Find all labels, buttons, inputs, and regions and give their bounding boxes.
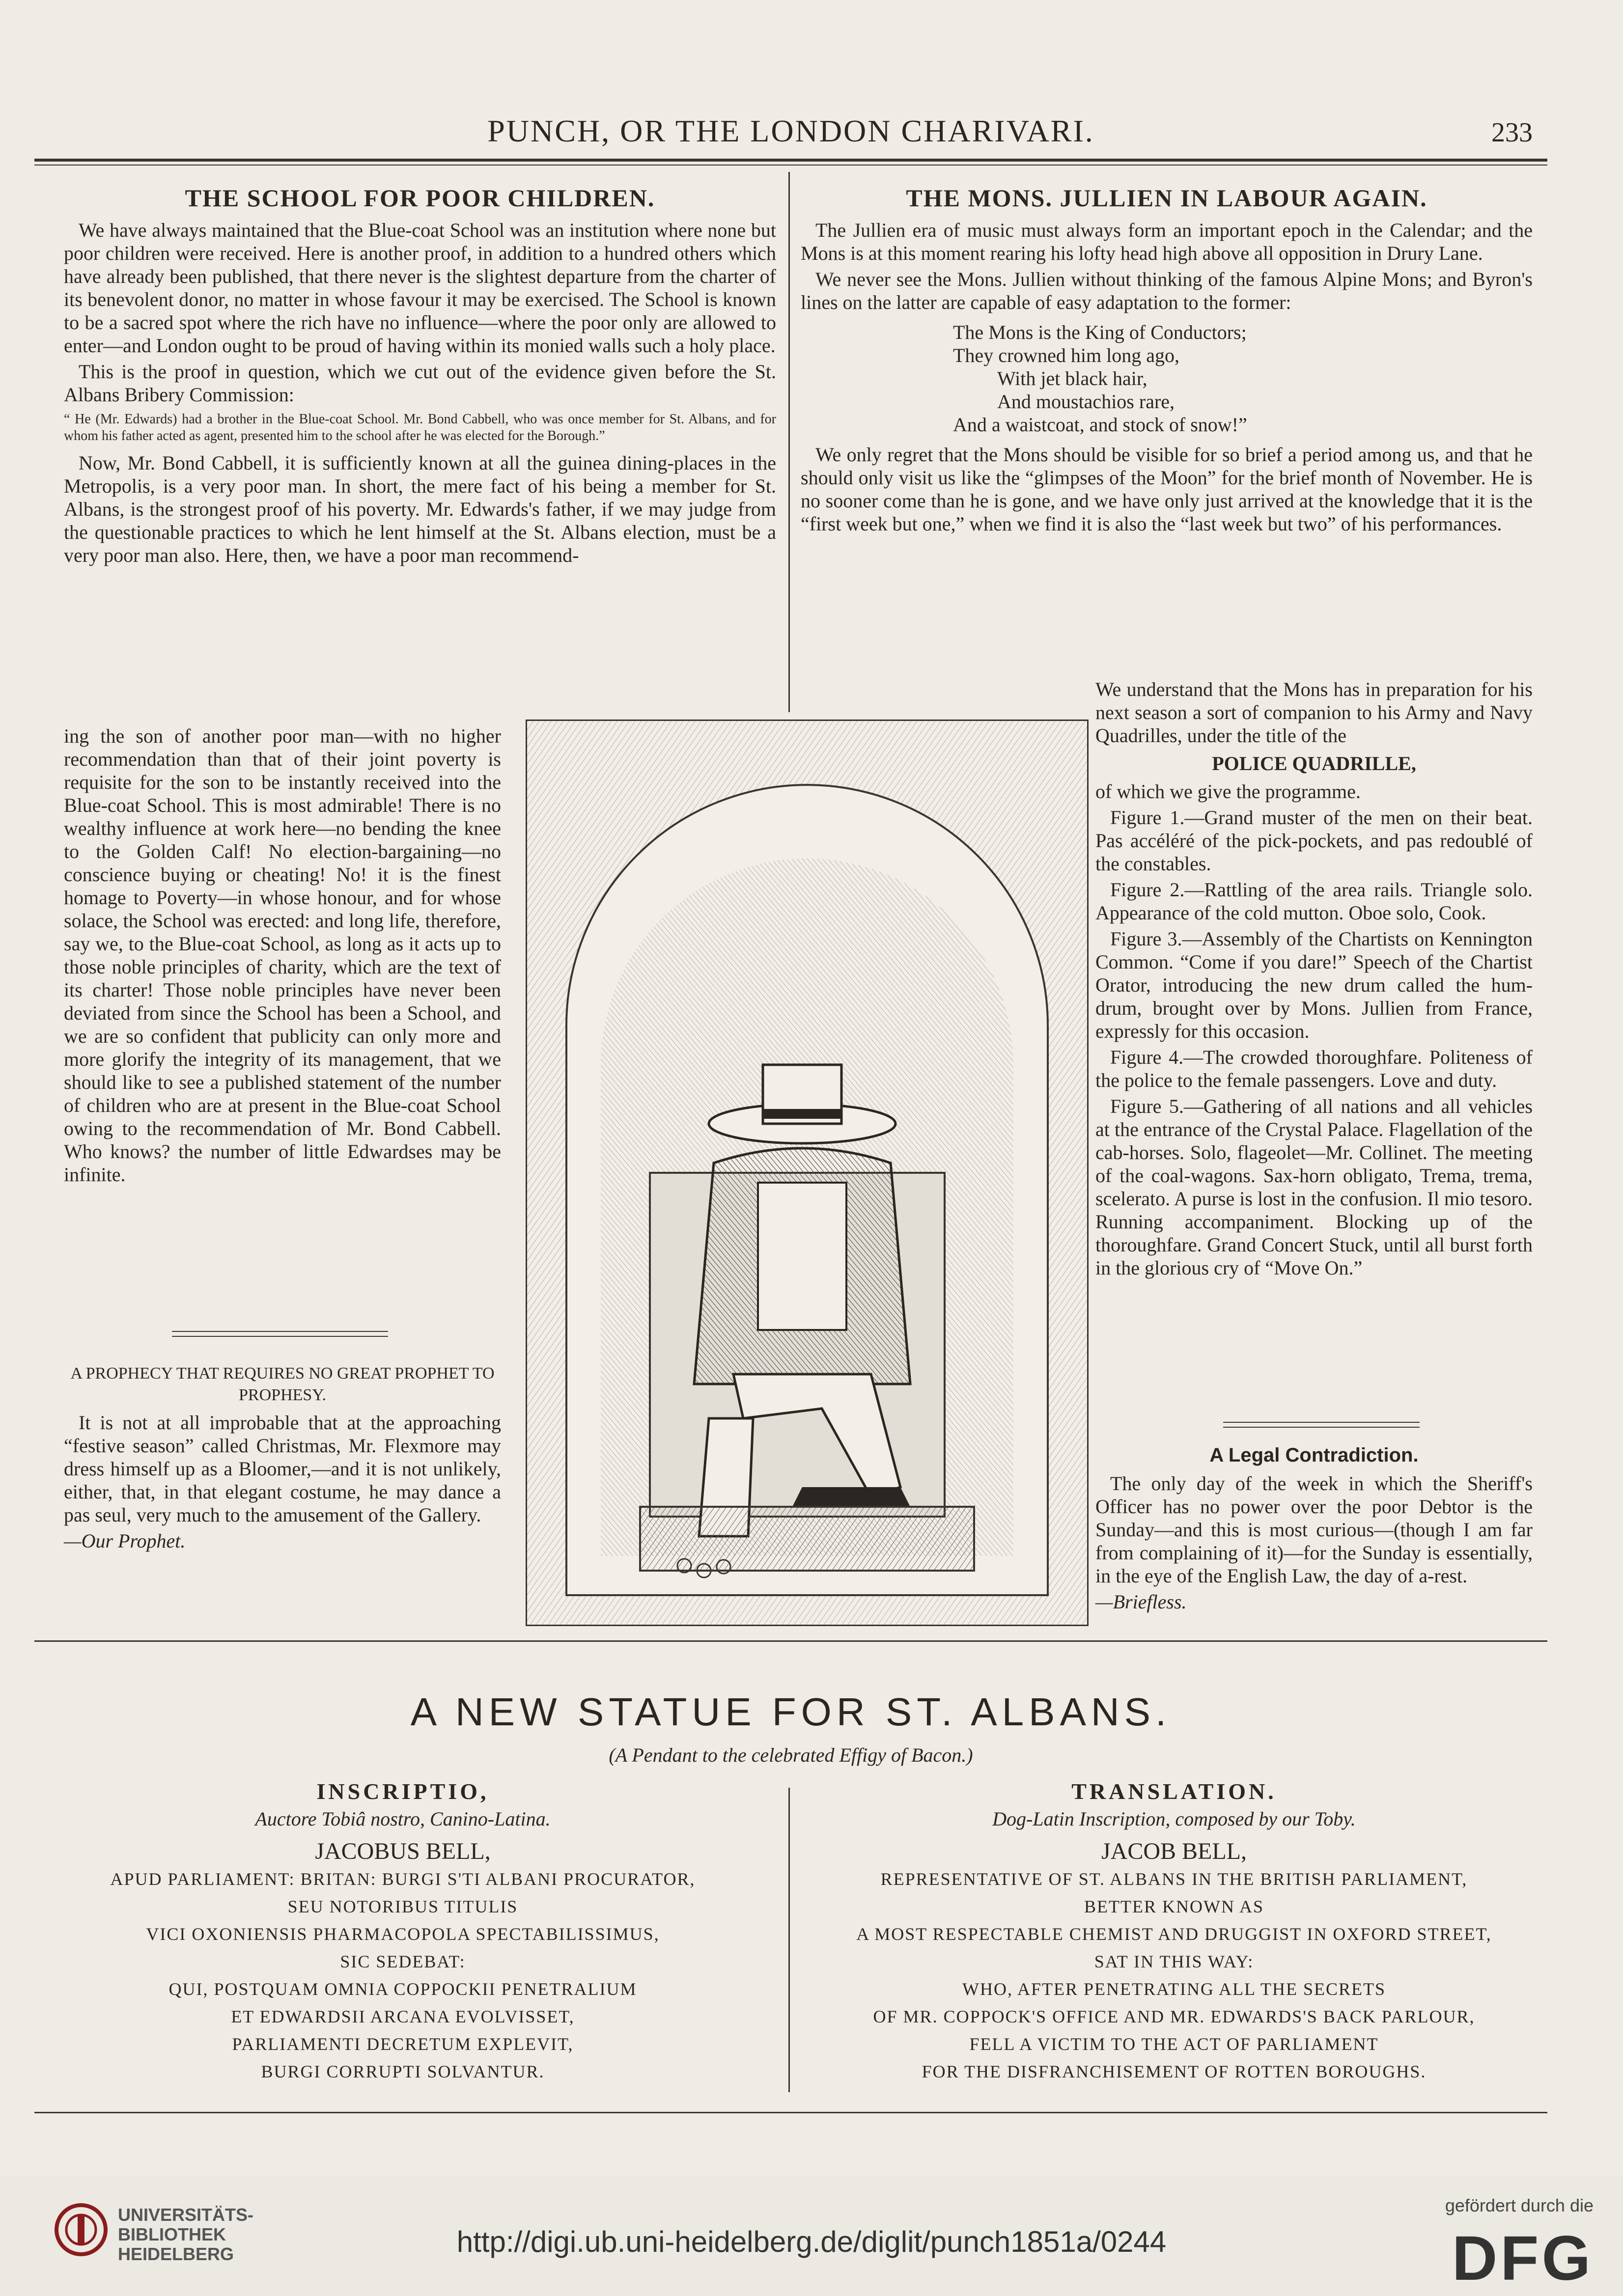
- figure-item: Figure 3.—Assembly of the Chartists on Kennington Common. “Come if you dare!” Speech of the Chartist Orator, introducing the new drum called the hum-drum, brought over by Mons. Jullien from France, expressly for this occasion.: [1095, 928, 1533, 1042]
- poem-line: They crowned him long ago,: [953, 344, 1179, 366]
- poem-line: And moustachios rare,: [997, 390, 1175, 413]
- inscription-line: VICI OXONIENSIS PHARMACOPOLA SPECTABILISSIMUS,: [146, 1924, 660, 1944]
- quoted-evidence: “ He (Mr. Edwards) had a brother in the Blue-coat School. Mr. Bond Cabbell, who was once member for St. Albans, and for whom his father acted as agent, presented him to the school after he was elected for the Borough.”: [64, 412, 776, 443]
- column-divider: [788, 172, 790, 712]
- article-heading: A Legal Contradiction.: [1209, 1444, 1419, 1466]
- funded-by-label: gefördert durch die: [1445, 2195, 1594, 2215]
- inscription-name: JACOB BELL,: [1101, 1838, 1247, 1864]
- newspaper-page: [34, 69, 1547, 2131]
- section-rule: [1223, 1427, 1420, 1428]
- inscription-line: PARLIAMENTI DECRETUM EXPLEVIT,: [232, 2034, 574, 2054]
- paragraph: We have always maintained that the Blue-coat School was an institution where none but poor children were received. Here is another proof, in addition to a hundred others which have already been published, that there never is the slightest departure from the charter of its benevolent donor, no matter in whose favour it may be exercised. The School is known to be a sacred spot where the rich have no influence—where the poor only are allowed to enter—and London ought to be proud of having within its monied walls such a holy place.: [64, 219, 776, 357]
- column-divider: [788, 1788, 790, 2092]
- article-heading: A PROPHECY THAT REQUIRES NO GREAT PROPHET TO PROPHESY.: [70, 1364, 495, 1404]
- inscription-line: FELL A VICTIM TO THE ACT OF PARLIAMENT: [969, 2034, 1379, 2054]
- latin-inscription: [34, 1778, 771, 2085]
- inscription-line: ET EDWARDSII ARCANA EVOLVISSET,: [231, 2007, 575, 2026]
- institution-line: UNIVERSITÄTS-: [118, 2205, 254, 2225]
- page-number: 233: [1491, 117, 1533, 148]
- article-heading: THE SCHOOL FOR POOR CHILDREN.: [185, 184, 655, 212]
- page-header: [34, 113, 1547, 157]
- english-translation: [806, 1778, 1542, 2085]
- inscription-byline: Auctore Tobiâ nostro, Canino-Latina.: [255, 1808, 551, 1830]
- figure-item: Figure 4.—The crowded thoroughfare. Politeness of the police to the female passengers. Love and duty.: [1095, 1046, 1533, 1091]
- institution-line: BIBLIOTHEK: [118, 2224, 226, 2244]
- paragraph: This is the proof in question, which we cut out of the evidence given before the St. Albans Bribery Commission:: [64, 360, 776, 406]
- section-rule: [172, 1331, 388, 1332]
- article-school-continued: [64, 724, 501, 1189]
- institution-line: HEIDELBERG: [118, 2244, 234, 2264]
- figure-item: Figure 5.—Gathering of all nations and all vehicles at the entrance of the Crystal Palace. Flagellation of the cab-horses. Solo, flageolet—Mr. Collinet. The meeting of the coal-wagons. Sax-horn obligato, Trema, trema, scelerato. A purse is lost in the confusion. Il mio tesoro. Running accompaniment. Blocking up of the thoroughfare. Grand Concert Stuck, until all burst forth in the glorious cry of “Move On.”: [1095, 1095, 1533, 1279]
- statue-subtitle: (A Pendant to the celebrated Effigy of Bacon.): [609, 1744, 973, 1766]
- article-school-poor-children: [64, 184, 776, 570]
- statue-title: A NEW STATUE FOR ST. ALBANS.: [410, 1690, 1172, 1734]
- paragraph: Now, Mr. Bond Cabbell, it is sufficiently known at all the guinea dining-places in the Metropolis, is a very poor man. In short, the mere fact of his being a member for St. Albans, is the strongest proof of his poverty. Mr. Edwards's father, if we may judge from the questionable practices to which he lent himself at the St. Albans election, must be a very poor man also. Here, then, we have a poor man recommend-: [64, 452, 776, 566]
- paragraph: of which we give the programme.: [1095, 780, 1361, 802]
- header-rule-thin: [34, 165, 1547, 166]
- section-rule: [172, 1336, 388, 1337]
- dfg-logo: DFG: [1452, 2223, 1594, 2294]
- figure-item: Figure 2.—Rattling of the area rails. Triangle solo. Appearance of the cold mutton. Oboe solo, Cook.: [1095, 879, 1533, 924]
- inscription-line: FOR THE DISFRANCHISEMENT OF ROTTEN BOROUGHS.: [922, 2062, 1427, 2081]
- paragraph: The only day of the week in which the Sheriff's Officer has no power over the poor Debtor is the Sunday—and this is most curious—(though I am far from complaining of it)—for the Sunday is essentially, in the eye of the English Law, the day of a-rest.: [1095, 1472, 1533, 1587]
- inscription-byline: Dog-Latin Inscription, composed by our Toby.: [992, 1808, 1356, 1830]
- inscription-line: BURGI CORRUPTI SOLVANTUR.: [261, 2062, 545, 2081]
- inscription-line: OF MR. COPPOCK'S OFFICE AND MR. EDWARDS'S BACK PARLOUR,: [873, 2007, 1475, 2026]
- bottom-rule: [34, 2112, 1547, 2113]
- poem-line: With jet black hair,: [997, 367, 1147, 389]
- section-rule: [1223, 1422, 1420, 1423]
- section-rule-wide: [34, 1640, 1547, 1642]
- article-prophecy: [64, 1358, 501, 1552]
- inscription-line: SIC SEDEBAT:: [340, 1952, 466, 1971]
- inscription-line: SAT IN THIS WAY:: [1094, 1952, 1254, 1971]
- inscription-line: BETTER KNOWN AS: [1084, 1897, 1264, 1916]
- poem-line: And a waistcoat, and stock of snow!”: [953, 414, 1247, 436]
- inscription-line: SEU NOTORIBUS TITULIS: [287, 1897, 518, 1916]
- masthead-title: PUNCH, OR THE LONDON CHARIVARI.: [487, 113, 1094, 148]
- inscription-line: WHO, AFTER PENETRATING ALL THE SECRETS: [962, 1979, 1386, 1999]
- poem: [801, 321, 1533, 436]
- signature: —Briefless.: [1095, 1591, 1187, 1613]
- article-mons-jullien: [801, 184, 1533, 538]
- signature: —Our Prophet.: [64, 1530, 186, 1552]
- paragraph: We only regret that the Mons should be visible for so brief a period among us, and that he should only visit us like the “glimpses of the Moon” for the brief month of November. He is no sooner come than he is gone, and we have only just arrived at the knowledge that it is the “first week but one,” when we find it is also the “last week but two” of his performances.: [801, 443, 1533, 535]
- poem-line: The Mons is the King of Conductors;: [953, 321, 1247, 343]
- paragraph: ing the son of another poor man—with no higher recommendation than that of their joint poverty is requisite for the son to be instantly received into the Blue-coat School. This is most admirable! There is no wealthy influence at work here—no bending the knee to the Golden Calf! No election-bargaining—no conscience buying or cheating! No! it is the finest homage to Poverty—in whose honour, and for whose solace, the School was erected: and long life, therefore, say we, to the Blue-coat School, as long as it acts up to those noble principles of charity, which are the text of its charter! Those noble principles have never been deviated from since the School has been a School, and we are so confident that publicity can only more and more glorify the integrity of its management, that we should like to see a published statement of the number of children who are at present in the Blue-coat School owing to the recommendation of Mr. Bond Cabbell. Who knows? the number of little Edwardses may be infinite.: [64, 725, 501, 1186]
- digitization-footer: [0, 2176, 1623, 2296]
- inscription-line: QUI, POSTQUAM OMNIA COPPOCKII PENETRALIUM: [168, 1979, 637, 1999]
- paragraph: We understand that the Mons has in preparation for his next season a sort of companion to his Army and Navy Quadrilles, under the title of the: [1095, 678, 1533, 747]
- article-heading: THE MONS. JULLIEN IN LABOUR AGAIN.: [906, 184, 1427, 212]
- paragraph: The Jullien era of music must always form an important epoch in the Calendar; and the Mons is at this moment rearing his lofty head high above all opposition in Drury Lane.: [801, 219, 1533, 264]
- paragraph: It is not at all improbable that at the approaching “festive season” called Christmas, Mr. Flexmore may dress himself up as a Bloomer,—and it is not unlikely, either, that, in that elegant costume, he may dance a pas seul, very much to the amusement of the Gallery.: [64, 1411, 501, 1526]
- inscription-line: REPRESENTATIVE OF ST. ALBANS IN THE BRITISH PARLIAMENT,: [880, 1869, 1468, 1889]
- source-url-link[interactable]: http://digi.ub.uni-heidelberg.de/diglit/punch1851a/0244: [456, 2225, 1167, 2258]
- inscription-heading: INSCRIPTIO,: [316, 1779, 489, 1804]
- header-rule: [34, 159, 1547, 162]
- inscription-line: A MOST RESPECTABLE CHEMIST AND DRUGGIST IN OXFORD STREET,: [856, 1924, 1492, 1944]
- subheading: POLICE QUADRILLE,: [1212, 752, 1416, 775]
- statue-illustration: [526, 719, 1089, 1626]
- inscription-line: APUD PARLIAMENT: BRITAN: BURGI S'TI ALBANI PROCURATOR,: [110, 1869, 696, 1889]
- article-police-quadrille: [1095, 678, 1533, 1282]
- inscription-heading: TRANSLATION.: [1071, 1779, 1277, 1804]
- seated-figure-engraving: [527, 721, 1087, 1625]
- article-legal-contradiction: [1095, 1439, 1533, 1613]
- paragraph: We never see the Mons. Jullien without thinking of the famous Alpine Mons; and Byron's lines on the latter are capable of easy adaptation to the former:: [801, 268, 1533, 313]
- figure-item: Figure 1.—Grand muster of the men on their beat. Pas accéléré of the pick-pockets, and pas redoublé of the constables.: [1095, 806, 1533, 875]
- inscription-name: JACOBUS BELL,: [315, 1838, 491, 1864]
